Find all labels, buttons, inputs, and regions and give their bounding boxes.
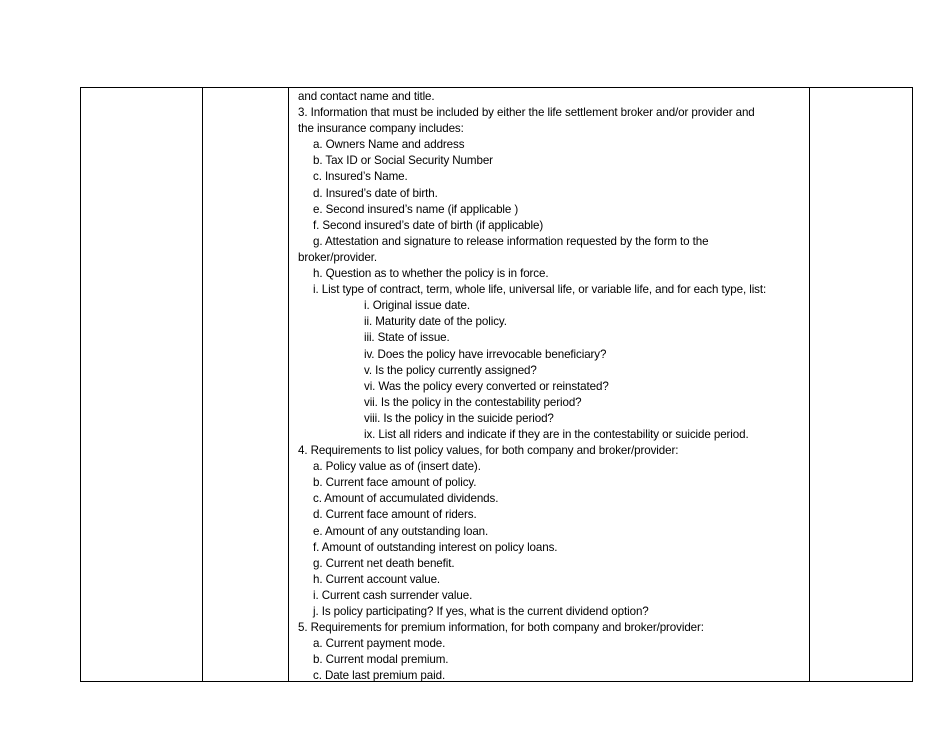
text-line: e. Second insured’s name (if applicable ) xyxy=(313,202,519,216)
text-line: vii. Is the policy in the contestability period? xyxy=(364,395,582,409)
requirements-cell xyxy=(298,89,806,684)
text-line: a. Policy value as of (insert date). xyxy=(313,460,481,474)
document-table xyxy=(80,87,913,682)
text-line: the insurance company includes: xyxy=(298,122,464,136)
text-line: d. Current face amount of riders. xyxy=(313,508,477,522)
column-divider-2 xyxy=(288,88,289,681)
text-line: f. Amount of outstanding interest on policy loans. xyxy=(313,540,558,554)
text-line: a. Current payment mode. xyxy=(313,637,446,651)
text-line: viii. Is the policy in the suicide period? xyxy=(364,411,554,425)
text-line: a. Owners Name and address xyxy=(313,138,465,152)
text-line: iv. Does the policy have irrevocable beneficiary? xyxy=(364,347,607,361)
text-line: 5. Requirements for premium information, for both company and broker/provider: xyxy=(298,621,704,635)
text-line: h. Current account value. xyxy=(313,572,441,586)
text-line: b. Current face amount of policy. xyxy=(313,476,477,490)
text-line: j. Is policy participating? If yes, what is the current dividend option? xyxy=(313,605,649,618)
text-line: ii. Maturity date of the policy. xyxy=(364,315,507,329)
text-line: 3. Information that must be included by either the life settlement broker and/or provider and xyxy=(298,106,755,120)
text-line: c. Date last premium paid. xyxy=(313,669,446,683)
text-line: g. Current net death benefit. xyxy=(313,556,455,570)
text-line: f. Second insured’s date of birth (if applicable) xyxy=(313,218,544,232)
text-line: i. List type of contract, term, whole life, universal life, or variable life, and for each type, list: xyxy=(313,283,767,297)
text-line: vi. Was the policy every converted or reinstated? xyxy=(364,379,609,393)
text-line: 4. Requirements to list policy values, for both company and broker/provider: xyxy=(298,444,679,458)
text-line: c. Insured’s Name. xyxy=(313,170,408,184)
text-line: c. Amount of accumulated dividends. xyxy=(313,492,499,506)
text-line: h. Question as to whether the policy is in force. xyxy=(313,267,549,281)
column-divider-3 xyxy=(809,88,810,681)
text-line: b. Current modal premium. xyxy=(313,653,449,667)
text-line: v. Is the policy currently assigned? xyxy=(364,363,537,377)
text-line: b. Tax ID or Social Security Number xyxy=(313,154,493,168)
text-line: ix. List all riders and indicate if they are in the contestability or suicide period. xyxy=(364,427,749,441)
text-line: g. Attestation and signature to release information requested by the form to the xyxy=(313,234,709,248)
text-line: iii. State of issue. xyxy=(364,331,450,345)
text-line: e. Amount of any outstanding loan. xyxy=(313,524,489,538)
text-line: i. Current cash surrender value. xyxy=(313,588,473,602)
text-line: and contact name and title. xyxy=(298,90,435,103)
text-line: broker/provider. xyxy=(298,250,377,264)
column-divider-1 xyxy=(202,88,203,681)
text-line: d. Insured’s date of birth. xyxy=(313,186,438,200)
text-line: i. Original issue date. xyxy=(364,299,470,313)
